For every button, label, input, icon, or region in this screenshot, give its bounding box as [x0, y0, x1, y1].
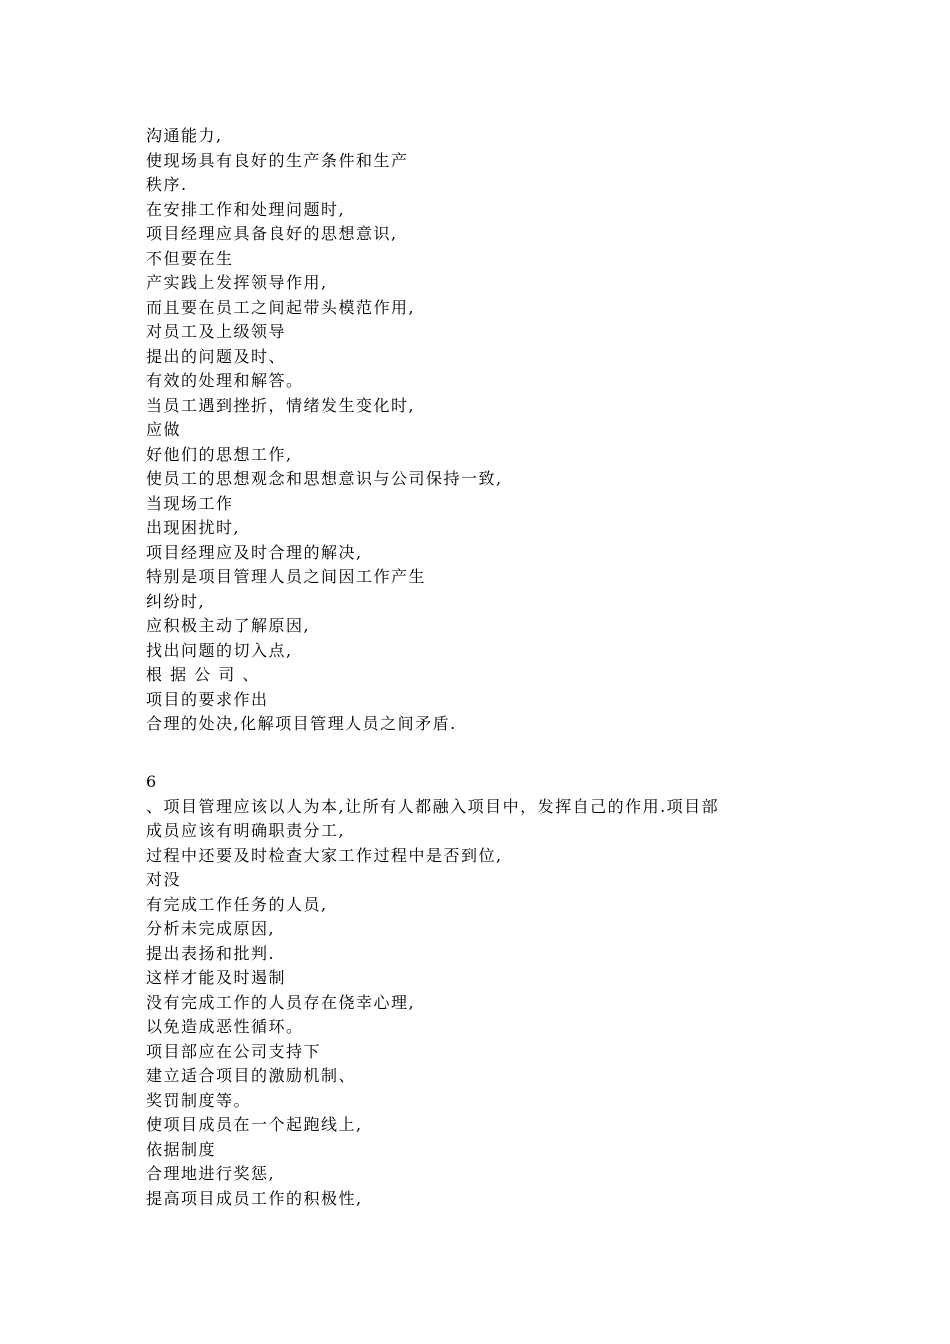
text-line: 好他们的思想工作,: [146, 444, 293, 464]
text-line: 有完成工作任务的人员,: [146, 894, 328, 914]
text-line: 对员工及上级领导: [146, 322, 287, 341]
text-line: 当现场工作: [146, 493, 234, 513]
text-line: 特别是项目管理人员之间因工作产生: [146, 567, 427, 586]
text-line: 分析未完成原因,: [146, 919, 276, 938]
text-line: 产实践上发挥领导作用,: [146, 273, 328, 292]
text-line: 依据制度: [146, 1139, 217, 1159]
text-section-a: [146, 124, 846, 737]
text-line: 有效的处理和解答。: [146, 371, 304, 390]
text-line: 以免造成恶性循环。: [146, 1017, 304, 1036]
text-line: 应做: [146, 420, 182, 439]
text-line: 纠纷时,: [146, 591, 206, 611]
text-line: 使项目成员在一个起跑线上,: [146, 1115, 363, 1134]
text-line: 找出问题的切入点,: [146, 640, 293, 660]
text-line: 项目经理应及时合理的解决,: [146, 542, 363, 562]
text-line: 提高项目成员工作的积极性,: [146, 1188, 363, 1208]
text-line: 使员工的思想观念和思想意识与公司保持一致,: [146, 469, 503, 488]
text-line: 成员应该有明确职责分工,: [146, 821, 346, 840]
text-line: 过程中还要及时检查大家工作过程中是否到位,: [146, 845, 503, 865]
text-line: 项目部应在公司支持下: [146, 1041, 322, 1061]
text-line: 合理地进行奖惩,: [146, 1164, 276, 1183]
text-line: 使现场具有良好的生产条件和生产: [146, 150, 409, 170]
text-line: 、项目管理应该以人为本,让所有人都融入项目中，发挥自己的作用.项目部: [146, 796, 720, 816]
text-section-b: [146, 770, 846, 1211]
text-line: 6: [146, 772, 158, 791]
text-line: 不但要在生: [146, 248, 234, 268]
text-line: 建立适合项目的激励机制、: [146, 1066, 357, 1085]
text-line: 提出的问题及时、: [146, 346, 287, 366]
text-line: 奖罚制度等。: [146, 1090, 252, 1110]
text-line: 合理的处决,化解项目管理人员之间矛盾.: [146, 714, 457, 733]
text-line: 项目经理应具备良好的思想意识,: [146, 224, 398, 243]
text-line: 沟通能力,: [146, 126, 223, 145]
text-line: 对没: [146, 870, 182, 889]
text-line: 而且要在员工之间起带头模范作用,: [146, 297, 416, 317]
text-line: 当员工遇到挫折，情绪发生变化时,: [146, 395, 416, 415]
text-line: 秩序.: [146, 175, 188, 194]
text-line: 出现困扰时,: [146, 518, 241, 537]
text-line: 根 据 公 司 、: [146, 665, 260, 684]
text-line: 应积极主动了解原因,: [146, 616, 311, 635]
text-line: 这样才能及时遏制: [146, 968, 287, 987]
text-line: 在安排工作和处理问题时,: [146, 199, 346, 219]
text-line: 项目的要求作出: [146, 689, 269, 709]
text-line: 提出表扬和批判.: [146, 943, 276, 963]
text-line: 没有完成工作的人员存在侥幸心理,: [146, 992, 416, 1012]
